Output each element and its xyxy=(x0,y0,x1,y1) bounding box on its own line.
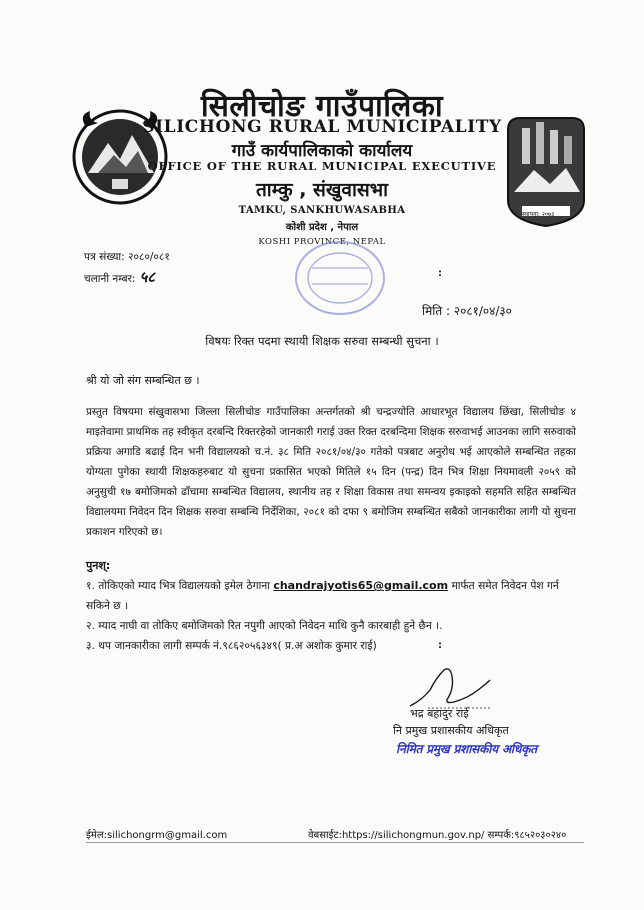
designation-stamp: निमित प्रमुख प्रशासकीय अधिकृत xyxy=(396,742,537,756)
patra-sankhya: पत्र संख्या: २०८०/०८१ xyxy=(84,251,170,263)
signatory-name: भद्र बहादुर राई xyxy=(410,707,469,720)
note-1 xyxy=(86,576,576,616)
chalani-number: ५८ xyxy=(139,268,156,286)
office-name-nepali: गाउँ कार्यपालिकाको कार्यालय xyxy=(231,141,413,161)
footer-website-contact[interactable]: वेबसाईट:https://silichongmun.gov.np/ सम्पर्क:९८५२०३०२४० xyxy=(308,830,567,841)
margin-mark: : xyxy=(438,268,442,279)
signatory-designation: नि प्रमुख प्रशासकीय अधिकृत xyxy=(393,724,509,737)
salutation: श्री यो जो संग सम्बन्धित छ । xyxy=(86,374,200,387)
margin-mark-2: : xyxy=(438,640,442,651)
note-2: २. म्याद नाघी वा तोकिए बमोजिमको रित नपुगी आएको निवेदन माथि कुनै कारबाही हुने छैन ।. xyxy=(86,620,443,632)
note-1-text-end: मार्फत समेत निवेदन पेश गर्न सकिने छ । xyxy=(86,580,559,612)
chalani-number-row xyxy=(84,267,155,287)
province-english: KOSHI PROVINCE, NEPAL xyxy=(258,237,386,247)
note-1-text: १. तोकिएको म्याद भित्र विद्यालयको इमेल ठेगाना xyxy=(86,580,270,592)
note-3: ३. थप जानकारीका लागी सम्पर्क नं.९८६२०५६३४९( प्र.अ अशोक कुमार राई) xyxy=(86,640,377,652)
chalani-label: चलानी नम्बर: xyxy=(84,273,136,285)
body-paragraph: प्रस्तुत विषयमा संखुवासभा जिल्ला सिलीचोङ गाउँपालिका अन्तर्गतको श्री चन्द्रज्योति आधारभूत विद्यालय छिंखा, सिलीचोङ ४ माइतेवामा प्राथमिक तह स्वीकृत दरबन्दि रिक्तरहेको जानकारी गराई उक्त रिक्त दरबन्दिमा शिक्षक सरुवाभई आउनका लागि सरुवाको प्रक्रिया अगाडि बढाई दिन भनी विद्यालयको च.नं. ३८ मिति २०८१/०४/३० गतेको पत्रबाट अनुरोध भई आएकोले सम्बन्धित तहका योग्यता पुगेका स्थायी शिक्षकहरुबाट यो सुचना प्रकासित भएको मितिले १५ दिन (पन्द्र) दिन भित्र शिक्षा नियमावली २०५९ को अनुसुची १७ बमोजिमको ढाँचामा सम्बन्धित विद्यालय, स्थानीय तह र शिक्षा विकास तथा समन्वय इकाइको सहमति सहित सम्बन्धित विद्यालयमा निवेदन दिन शिक्षक सरुवा सम्बन्धि निर्देशिका, २०८१ को दफा ९ बमोजिम सम्बन्धित सबैको जानकारीका लागी यो सुचना प्रकाशन गरिएको छ। xyxy=(86,406,576,538)
school-email-link[interactable]: chandrajyotis65@gmail.com xyxy=(273,579,449,592)
notes-heading: पुनश्: xyxy=(86,559,111,572)
location-nepali: ताम्कु , संखुवासभा xyxy=(255,179,389,201)
province-nepali: कोशी प्रदेश , नेपाल xyxy=(285,222,359,233)
municipality-name-english: SILICHONG RURAL MUNICIPALITY xyxy=(142,117,502,137)
letter-subject: विषयः रिक्त पदमा स्थायी शिक्षक सरुवा सम्बन्धी सुचना । xyxy=(205,334,439,348)
handwritten-signature xyxy=(404,660,494,712)
footer-divider xyxy=(86,842,584,843)
municipality-name-nepali: सिलीचोङ गाउँपालिका xyxy=(200,89,444,124)
office-name-english: OFFICE OF THE RURAL MUNICIPAL EXECUTIVE xyxy=(147,159,497,173)
logo-year-label: स्थापना: २०७३ xyxy=(522,211,555,218)
location-english: TAMKU, SANKHUWASABHA xyxy=(238,205,406,216)
footer-email[interactable]: ईमेल:silichongrm@gmail.com xyxy=(86,830,228,841)
office-stamp-faded xyxy=(292,238,388,318)
letter-date: मिति : २०८१/०४/३० xyxy=(422,304,512,318)
